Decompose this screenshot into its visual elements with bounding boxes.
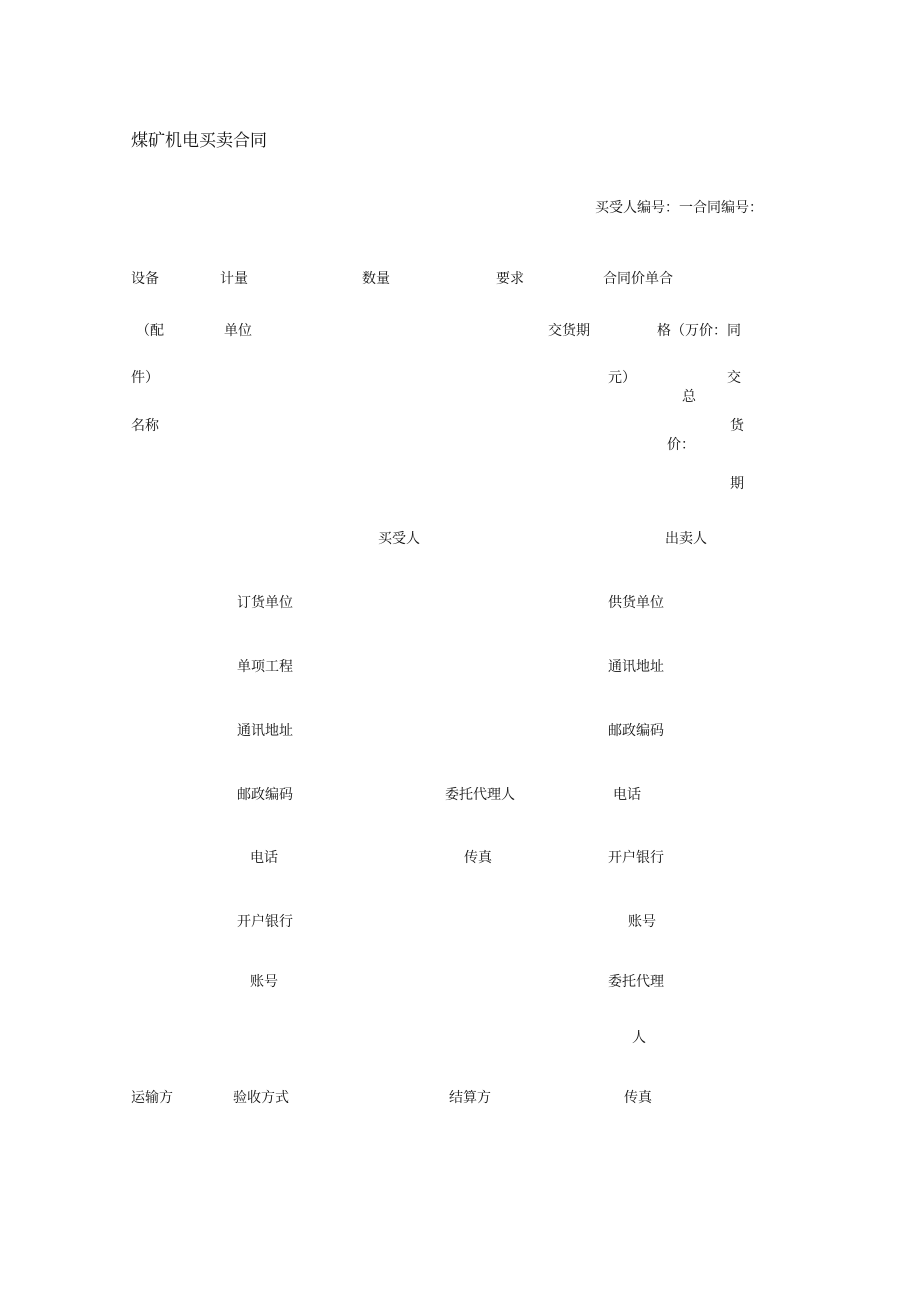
price-header-2: 格（万价：同	[657, 323, 741, 339]
buyer-fax: 传真	[464, 850, 492, 866]
buyer-field-bank: 开户银行	[237, 914, 293, 930]
delivery-right-1: 交	[727, 370, 741, 386]
seller-agent-1: 委托代理	[608, 974, 664, 990]
buyer-field-address: 通讯地址	[237, 723, 293, 739]
unit-header-2: 单位	[224, 323, 252, 339]
buyer-field-account: 账号	[250, 974, 278, 990]
device-header-1: 设备	[131, 271, 159, 287]
unit-header-1: 计量	[220, 271, 248, 287]
delivery-header: 交货期	[548, 323, 590, 339]
settlement-label: 结算方	[449, 1090, 491, 1106]
device-header-4: 名称	[131, 418, 159, 434]
seller-field-address: 通讯地址	[608, 659, 664, 675]
fax-label: 传真	[624, 1090, 652, 1106]
seller-field-bank: 开户银行	[608, 850, 664, 866]
quantity-header: 数量	[362, 271, 390, 287]
total-header-1: 总	[682, 389, 696, 405]
contract-number-line: 买受人编号：一合同编号：	[595, 200, 763, 216]
buyer-field-postcode: 邮政编码	[237, 787, 293, 803]
buyer-field-project: 单项工程	[237, 659, 293, 675]
buyer-heading: 买受人	[378, 531, 420, 547]
delivery-right-3: 期	[730, 476, 744, 492]
device-header-3: 件）	[131, 370, 159, 386]
seller-field-phone: 电话	[613, 787, 641, 803]
price-header-1: 合同价单合	[603, 271, 673, 287]
acceptance-label: 验收方式	[233, 1090, 289, 1106]
seller-field-postcode: 邮政编码	[608, 723, 664, 739]
seller-field-supply-unit: 供货单位	[608, 595, 664, 611]
total-header-2: 价：	[667, 437, 695, 453]
buyer-field-phone: 电话	[250, 850, 278, 866]
device-header-2: （配	[136, 323, 164, 339]
page-title: 煤矿机电买卖合同	[131, 131, 267, 151]
delivery-right-2: 货	[730, 418, 744, 434]
seller-heading: 出卖人	[665, 531, 707, 547]
transport-label: 运输方	[131, 1090, 173, 1106]
seller-agent-2: 人	[632, 1030, 646, 1046]
requirement-header: 要求	[496, 271, 524, 287]
buyer-agent: 委托代理人	[445, 787, 515, 803]
buyer-field-order-unit: 订货单位	[237, 595, 293, 611]
seller-field-account: 账号	[628, 914, 656, 930]
price-header-3: 元）	[608, 370, 636, 386]
